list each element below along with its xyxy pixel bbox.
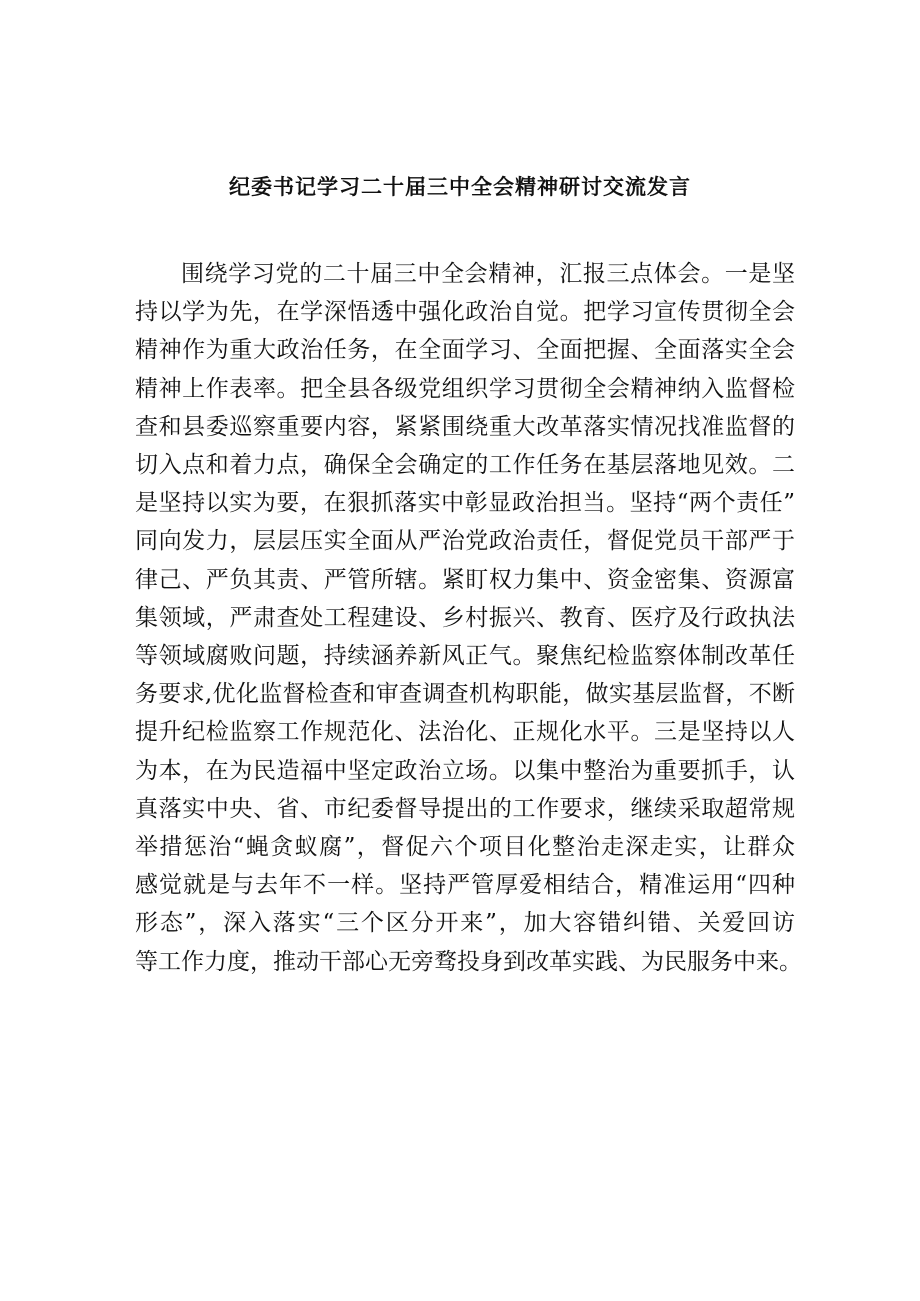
body-line: 同向发力，层层压实全面从严治党政治责任，督促党员干部严于	[135, 528, 795, 555]
body-line: 律己、严负其责、严管所辖。紧盯权力集中、资金密集、资源富	[135, 566, 795, 593]
document-title: 纪委书记学习二十届三中全会精神研讨交流发言	[229, 174, 691, 199]
body-line: 务要求,优化监督检查和审查调查机构职能，做实基层监督，不断	[135, 681, 795, 708]
body-line: 等工作力度，推动干部心无旁骛投身到改革实践、为民服务中来。	[135, 948, 802, 975]
document-body	[135, 255, 802, 981]
body-line: 举措惩治“蝇贪蚁腐”，督促六个项目化整治走深走实，让群众	[135, 834, 795, 861]
body-line: 围绕学习党的二十届三中全会精神，汇报三点体会。一是坚	[181, 261, 795, 287]
body-line: 等领域腐败问题，持续涵养新风正气。聚焦纪检监察体制改革任	[135, 643, 795, 670]
body-line: 切入点和着力点，确保全会确定的工作任务在基层落地见效。二	[135, 452, 795, 479]
body-line: 查和县委巡察重要内容，紧紧围绕重大改革落实情况找准监督的	[135, 413, 795, 440]
body-line: 提升纪检监察工作规范化、法治化、正规化水平。三是坚持以人	[135, 719, 795, 746]
body-line: 精神作为重大政治任务，在全面学习、全面把握、全面落实全会	[135, 337, 795, 364]
body-line: 是坚持以实为要，在狠抓落实中彰显政治担当。坚持“两个责任”	[135, 490, 795, 517]
body-line: 形态”，深入落实“三个区分开来”，加大容错纠错、关爱回访	[135, 910, 795, 937]
body-line: 感觉就是与去年不一样。坚持严管厚爱相结合，精准运用“四种	[135, 872, 795, 899]
body-line: 为本，在为民造福中坚定政治立场。以集中整治为重要抓手，认	[135, 757, 795, 784]
body-line: 精神上作表率。把全县各级党组织学习贯彻全会精神纳入监督检	[135, 375, 795, 402]
body-line: 集领域，严肃查处工程建设、乡村振兴、教育、医疗及行政执法	[135, 604, 795, 631]
body-line: 真落实中央、省、市纪委督导提出的工作要求，继续采取超常规	[135, 795, 795, 822]
body-line: 持以学为先，在学深悟透中强化政治自觉。把学习宣传贯彻全会	[135, 299, 795, 326]
